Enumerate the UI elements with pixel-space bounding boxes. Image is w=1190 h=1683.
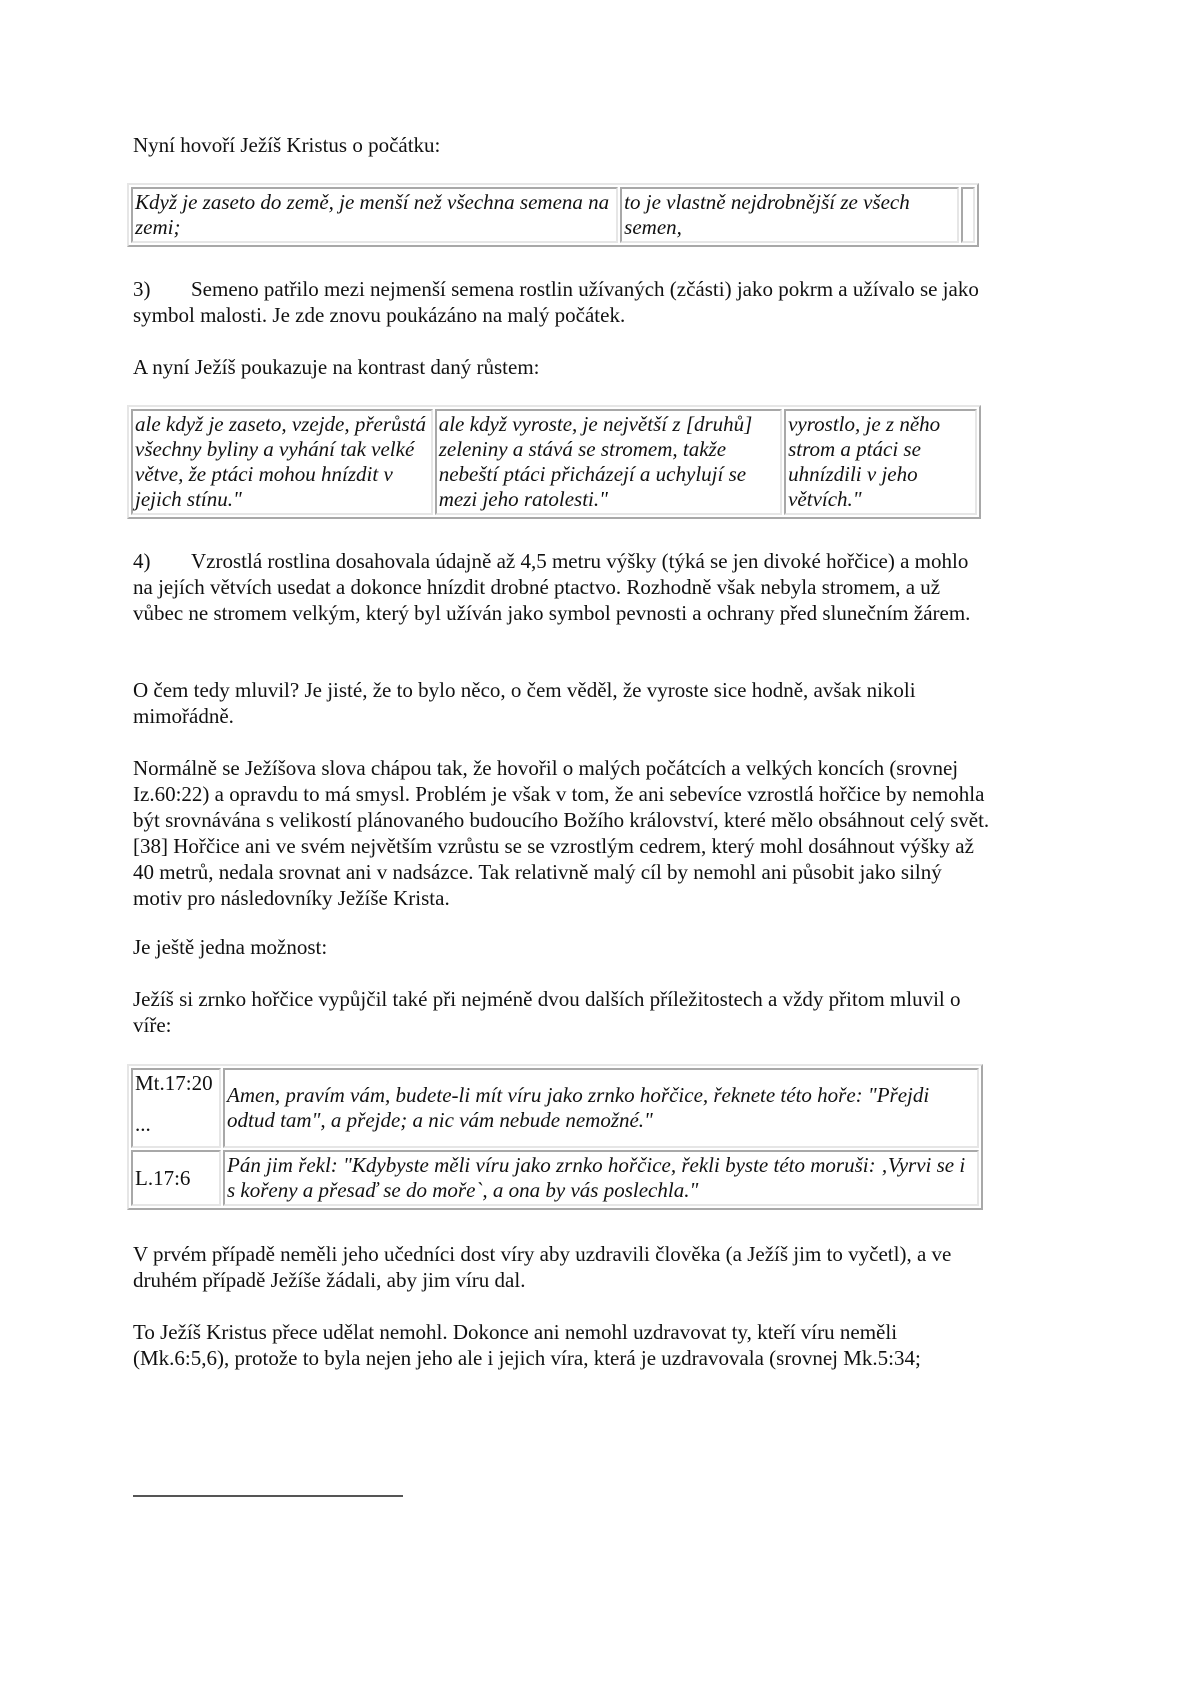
quote-table-growth bbox=[127, 405, 981, 519]
paragraph-what-did-he-speak: O čem tedy mluvil? Je jisté, že to bylo něco, o čem věděl, že vyroste sice hodně, avšak nikoli mimořádně. bbox=[133, 678, 916, 728]
quote-cell: Když je zaseto do země, je menší než všechna semena na zemi; bbox=[131, 187, 618, 243]
quote-table-seed-small bbox=[127, 183, 979, 247]
table-row bbox=[131, 1068, 979, 1148]
paragraph-number: 4) bbox=[133, 549, 151, 573]
quote-cell: Pán jim řekl: "Kdybyste měli víru jako zrnko hořčice, řekli byste této moruši: ‚Vyrvi se i s kořeny a přesaď se do moře`, a ona by vás poslechla." bbox=[223, 1150, 979, 1206]
quote-table-faith bbox=[127, 1064, 983, 1210]
numbered-paragraph-3 bbox=[133, 276, 993, 328]
reference-label: L.17:6 bbox=[135, 1165, 191, 1190]
reference-label: Mt.17:20 bbox=[135, 1071, 213, 1095]
paragraph-borrowed-seed: Ježíš si zrnko hořčice vypůjčil také při nejméně dvou dalších příležitostech a vždy přitom mluvil o víře: bbox=[133, 987, 961, 1037]
intro-paragraph-contrast: A nyní Ježíš poukazuje na kontrast daný růstem: bbox=[133, 355, 540, 379]
quote-cell: vyrostlo, je z něho strom a ptáci se uhnízdili v jeho větvích." bbox=[784, 409, 977, 515]
quote-cell: to je vlastně nejdrobnější ze všech semen, bbox=[620, 187, 959, 243]
intro-paragraph: Nyní hovoří Ježíš Kristus o počátku: bbox=[133, 133, 441, 157]
numbered-paragraph-4 bbox=[133, 548, 993, 626]
reference-ellipsis: ... bbox=[135, 1112, 151, 1136]
footnote-separator bbox=[133, 1495, 403, 1497]
quote-cell: ale když vyroste, je největší z [druhů] zeleniny a stává se stromem, takže nebeští ptáci přicházejí a uchylují se mezi jeho ratolesti." bbox=[435, 409, 782, 515]
empty-cell bbox=[961, 187, 975, 243]
quote-cell: ale když je zaseto, vzejde, přerůstá všechny byliny a vyhání tak velké větve, že ptáci mohou hnízdit v jejich stínu." bbox=[131, 409, 433, 515]
paragraph-another-possibility: Je ještě jedna možnost: bbox=[133, 935, 328, 959]
paragraph-first-case: V prvém případě neměli jeho učedníci dost víry aby uzdravili člověka (a Ježíš jim to vyčetl), a ve druhém případě Ježíše žádali, aby jim víru dal. bbox=[133, 1242, 952, 1292]
quote-cell: Amen, pravím vám, budete-li mít víru jako zrnko hořčice, řeknete této hoře: "Přejdi odtud tam", a přejde; a nic vám nebude nemožné." bbox=[223, 1068, 979, 1148]
reference-cell bbox=[131, 1150, 221, 1206]
table-row bbox=[131, 1150, 979, 1206]
paragraph-normal-interpretation: Normálně se Ježíšova slova chápou tak, že hovořil o malých počátcích a velkých koncích (srovnej Iz.60:22) a opravdu to má smysl. Problém je však v tom, že ani sebevíce vzrostlá hořčice by nemohla být srovnávána s velikostí plánovaného budoucího Božího království, které mělo obsáhnout celý svět. [38] Hořčice ani ve svém největším vzrůstu se se vzrostlým cedrem, který mohl dosáhnout výšky až 40 metrů, nedala srovnat ani v nadsázce. Tak relativně malý cíl by nemohl ani působit jako silný motiv pro následovníky Ježíše Krista. bbox=[133, 756, 990, 910]
paragraph-could-not: To Ježíš Kristus přece udělat nemohl. Dokonce ani nemohl uzdravovat ty, kteří víru neměli (Mk.6:5,6), protože to byla nejen jeho ale i jejich víra, která je uzdravovala (srovnej Mk.5:34; bbox=[133, 1320, 921, 1370]
paragraph-text: Semeno patřilo mezi nejmenší semena rostlin užívaných (zčásti) jako pokrm a užívalo se jako symbol malosti. Je zde znovu poukázáno na malý počátek. bbox=[133, 277, 979, 327]
paragraph-number: 3) bbox=[133, 277, 151, 301]
paragraph-text: Vzrostlá rostlina dosahovala údajně až 4,5 metru výšky (týká se jen divoké hořčice) a mohlo na jejích větvích usedat a dokonce hnízdit drobné ptactvo. Rozhodně však nebyla stromem, a už vůbec ne stromem velkým, který byl užíván jako symbol pevnosti a ochrany před slunečním žárem. bbox=[133, 549, 971, 625]
reference-cell bbox=[131, 1068, 221, 1148]
